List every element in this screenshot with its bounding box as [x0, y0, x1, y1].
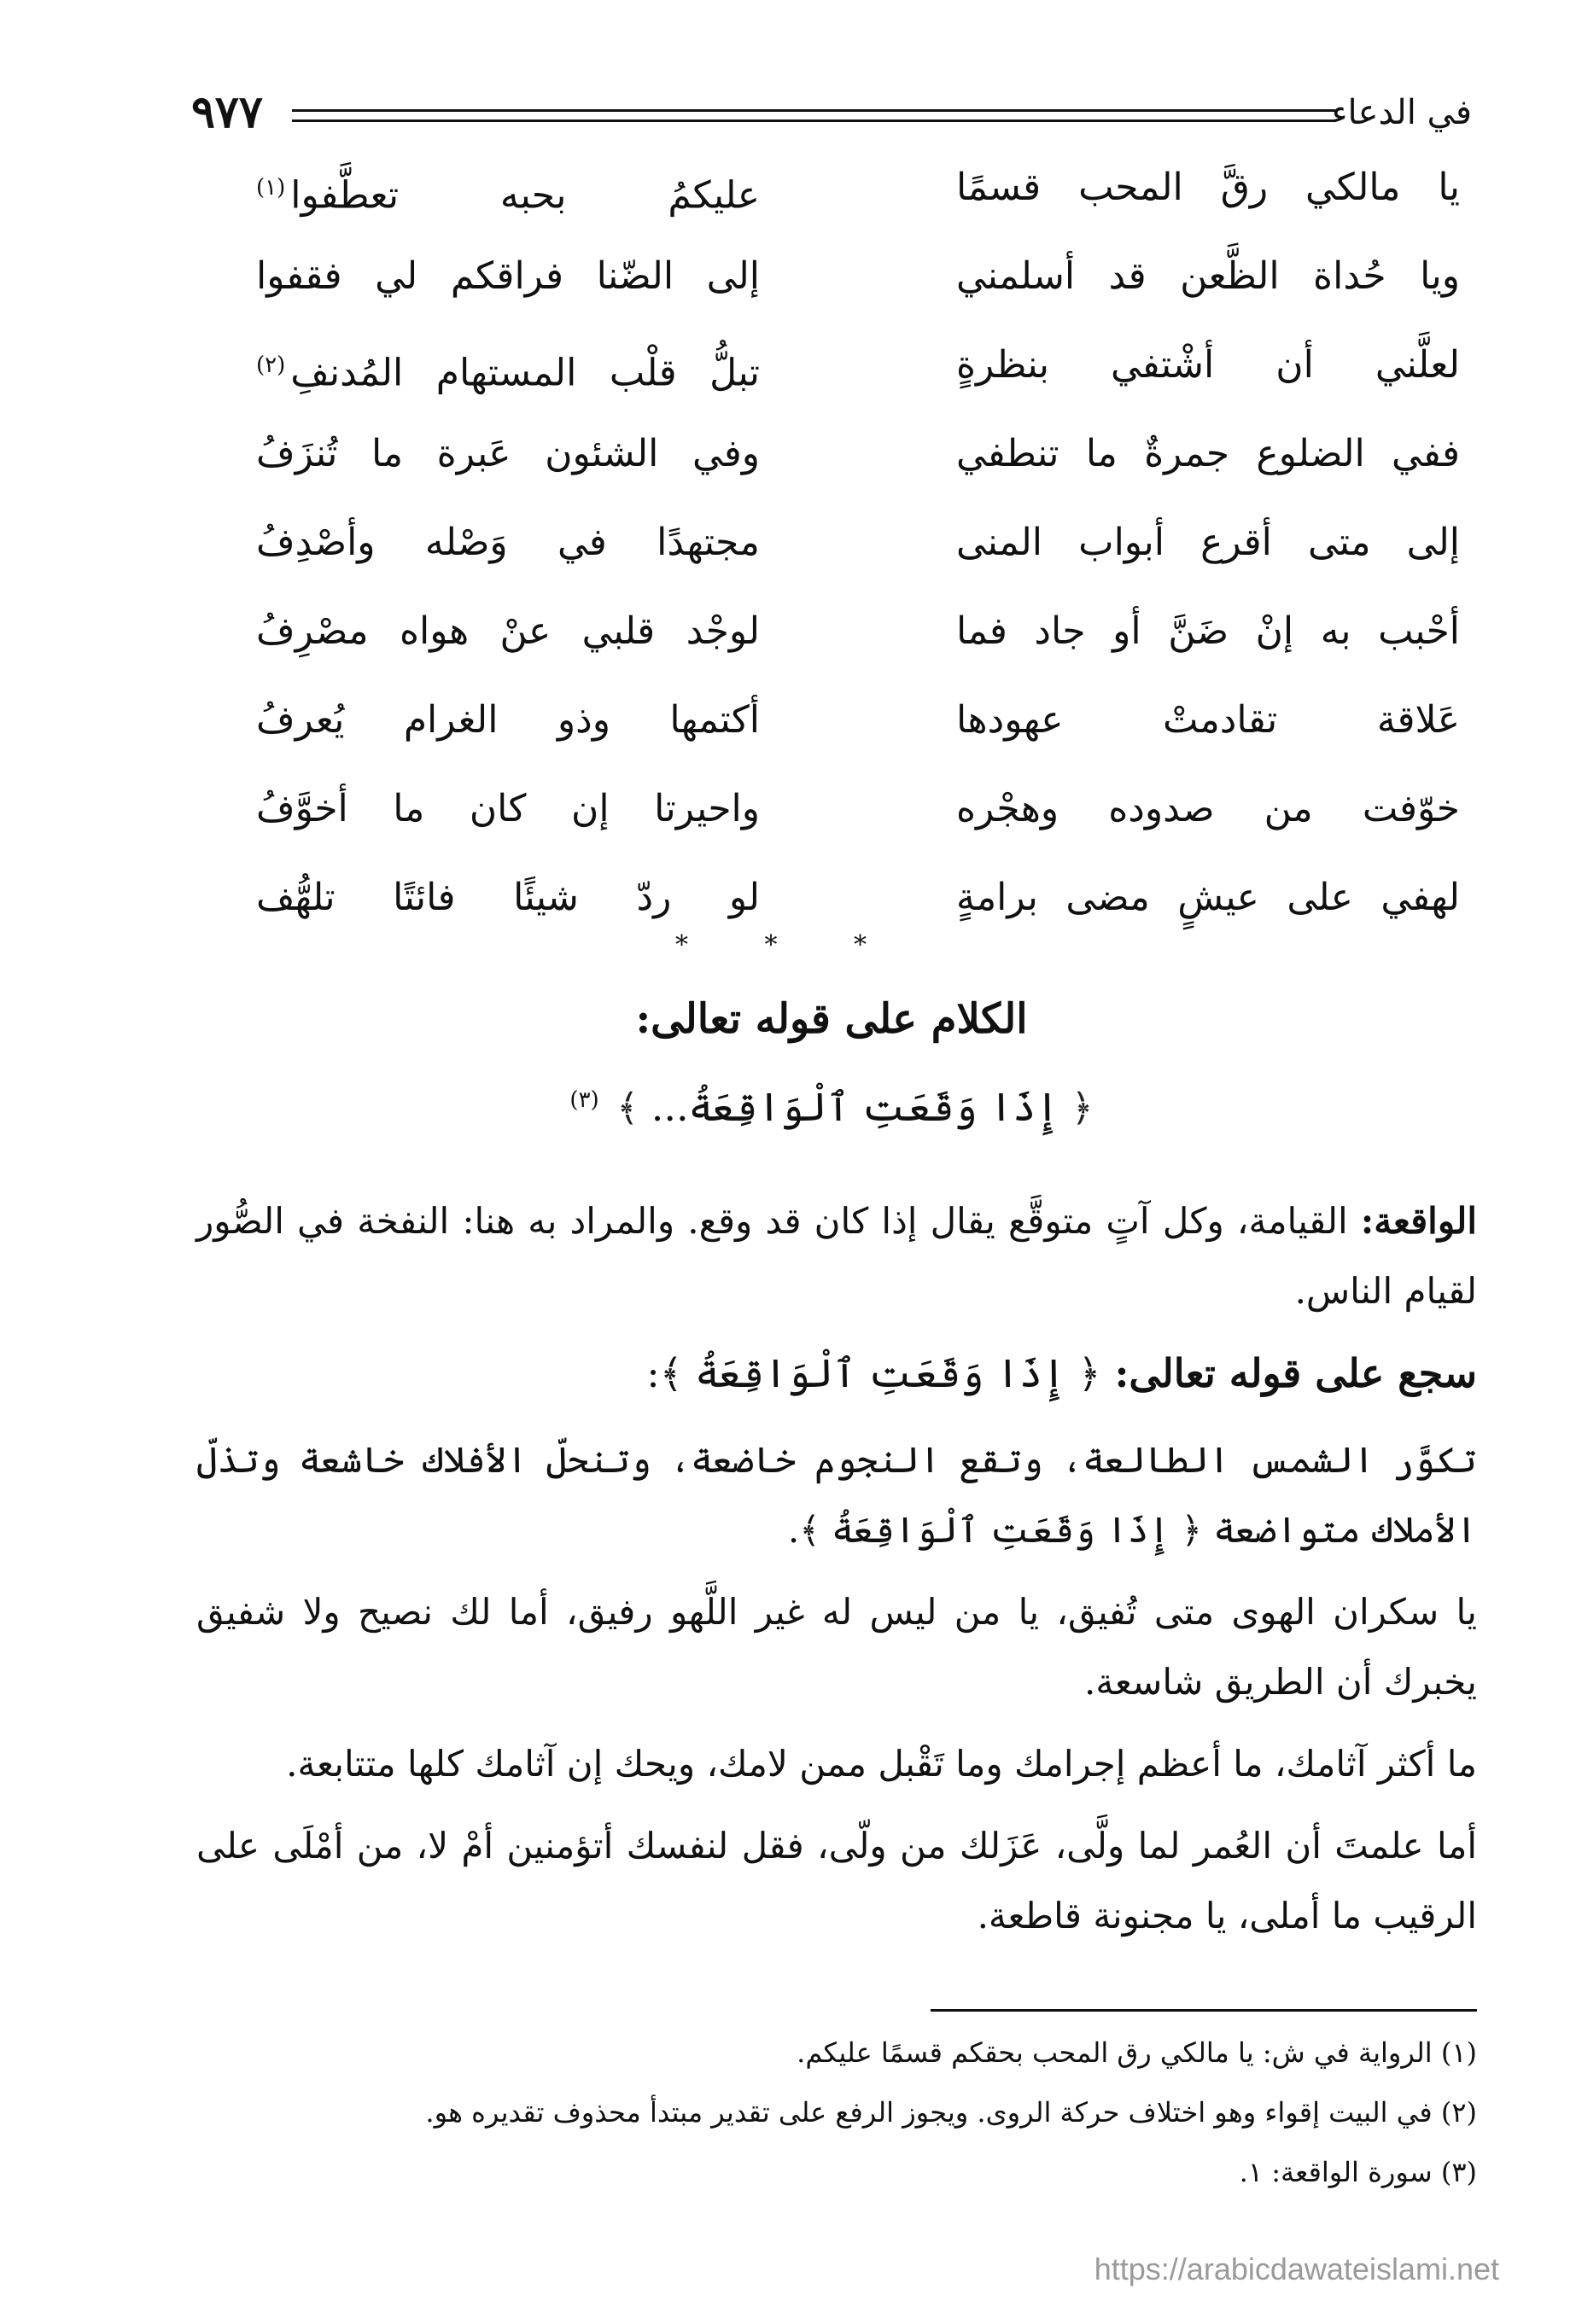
hemistich-second: مجتهدًا في وَصْله وأصْدِفُ: [256, 521, 760, 564]
quran-verse: [191, 1084, 1472, 1130]
hemistich-first: ويا حُداة الظَّعن قد أسلمني: [956, 254, 1460, 298]
hemistich-second: إلى الضّنا فراقكم لي فقفوا: [256, 254, 760, 298]
definition-text: القيامة، وكل آتٍ متوقَّع يقال إذا كان قد وقع. والمراد به هنا: النفخة في الصُّور لقيام الناس.: [196, 1200, 1477, 1312]
hemistich-first: أحْبب به إنْ ضَنَّ أو جاد فما: [956, 609, 1460, 653]
poem-verse: [256, 154, 1460, 242]
body-paragraph: يا سكران الهوى متى تُفيق، يا من ليس له غير اللَّهو رفيق، أما لك نصيح ولا شفيق يخبرك أن الطريق شاسعة.: [196, 1591, 1477, 1703]
ornate-bracket-close: ﴾: [616, 1086, 639, 1130]
hemistich-second: [256, 331, 760, 408]
ornate-bracket-open: ﴿: [1071, 1086, 1094, 1130]
hemistich-first: لهفي على عيشٍ مضى برامةٍ: [956, 876, 1460, 919]
hemistich-first: يا مالكي رقَّ المحب قسمًا: [956, 166, 1460, 209]
hemistich-first: عَلاقة تقادمتْ عهودها: [956, 698, 1460, 742]
hemistich-first: ففي الضلوع جمرةٌ ما تنطفي: [956, 432, 1460, 475]
saj-heading-label: سجع على قوله تعالى:: [1114, 1350, 1477, 1396]
definition-paragraph: [196, 1186, 1477, 1326]
hemistich-first: خوّفت من صدوده وهجْره: [956, 787, 1460, 830]
saj-heading: [196, 1338, 1477, 1408]
footnote-mark[interactable]: (١): [256, 175, 286, 201]
footnote: (١) الرواية في ش: يا مالكي رق المحب بحقكم قسمًا عليكم.: [797, 2036, 1477, 2069]
footnote-rule: [931, 2009, 1477, 2012]
section-heading: الكلام على قوله تعالى:: [635, 995, 1028, 1043]
poem-verse: [256, 597, 1460, 686]
body-paragraph: ما أكثر آثامك، ما أعظم إجرامك وما تَقْبل ممن لامك، ويحك إن آثامك كلها متتابعة.: [286, 1743, 1477, 1785]
hemistich-second: [256, 154, 760, 230]
quran-verse-text: إِذَا وَقَعَتِ ٱلْوَاقِعَةُ...: [651, 1084, 1059, 1130]
hemistich-second: واحيرتا إن كان ما أخوَّفُ: [256, 787, 760, 830]
hemistich-first: إلى متى أقرع أبواب المنى: [956, 521, 1460, 564]
body-paragraph: تكوَّر الشمس الطالعة، وتقع النجوم خاضعة، وتنحلّ الأفلاك خاشعة وتذلّ الأملاك متواضعة ﴿ إِذَا وَقَعَتِ ٱلْوَاقِعَةُ ﴾.: [196, 1439, 1477, 1551]
footnote: (٣) سورة الواقعة: ١.: [1239, 2156, 1477, 2188]
page-header: [191, 86, 1472, 138]
body-paragraph: أما علمتَ أن العُمر لما ولَّى، عَزَلك من ولّى، فقل لنفسك أتؤمنين أمْ لا، من أمْلَى على الرقيب ما أملى، يا مجنونة قاطعة.: [196, 1825, 1477, 1937]
footnote-mark[interactable]: (٣): [569, 1086, 599, 1113]
poem: [256, 154, 1460, 952]
poem-verse: [256, 331, 1460, 420]
hemistich-first: لعلَّني أن أشْتفي بنظرةٍ: [956, 343, 1460, 387]
page-number: ٩٧٧: [191, 86, 263, 138]
header-rule: [292, 109, 1335, 122]
section-separator: * * *: [674, 930, 902, 960]
hemistich-second: لوجْد قلبي عنْ هواه مصْرِفُ: [256, 609, 760, 653]
body-text: [196, 1186, 1477, 1963]
poem-verse: [256, 686, 1460, 775]
poem-verse: [256, 420, 1460, 509]
hemistich-second: أكتمها وذو الغرام يُعرفُ: [256, 698, 760, 742]
poem-verse: [256, 242, 1460, 331]
hemistich-second: لو ردّ شيئًا فائتًا تلهُّف: [256, 876, 760, 919]
footnote-mark[interactable]: (٢): [256, 352, 286, 378]
footnote: (٢) في البيت إقواء وهو اختلاف حركة الروى. ويجوز الرفع على تقدير مبتدأ محذوف تقديره هو.: [425, 2096, 1477, 2129]
watermark-url: https://arabicdawateislami.net: [1094, 2251, 1499, 2286]
poem-verse: [256, 509, 1460, 597]
footnotes: [196, 2028, 1477, 2207]
running-title: في الدعاء: [1331, 93, 1472, 132]
definition-term: الواقعة:: [1360, 1200, 1477, 1242]
poem-verse: [256, 775, 1460, 864]
hemistich-text: عليكمُ بحبه تعطَّفوا: [290, 173, 760, 218]
hemistich-text: تبلُّ قلْب المستهام المُدنفِ: [290, 351, 760, 395]
saj-heading-verse: ﴿ إِذَا وَقَعَتِ ٱلْوَاقِعَةُ ﴾:: [646, 1350, 1101, 1396]
hemistich-second: وفي الشئون عَبرة ما تُنزَفُ: [256, 432, 760, 475]
